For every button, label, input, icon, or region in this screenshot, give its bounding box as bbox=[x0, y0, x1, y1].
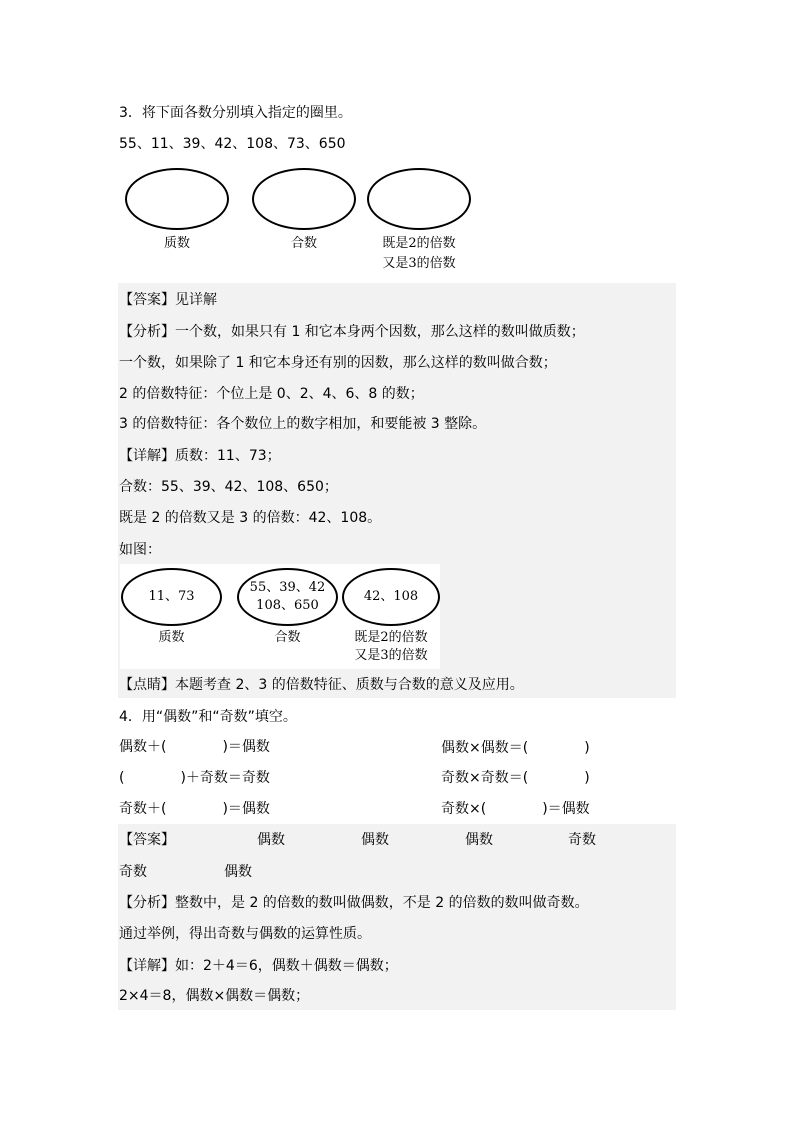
q4-analysis-1: 【分析】整数中，是 2 的倍数的数叫做偶数，不是 2 的倍数的数叫做奇数。 bbox=[119, 895, 589, 911]
filled-prime-values: 11、73 bbox=[148, 589, 195, 604]
q4-answer-label: 【答案】 bbox=[119, 832, 175, 848]
both-label-line2: 又是3的倍数 bbox=[382, 256, 456, 271]
q4-row2-right: 奇数×奇数＝( ) bbox=[441, 770, 590, 786]
q4-row1-right: 偶数×偶数＝( ) bbox=[441, 740, 590, 756]
prime-label: 质数 bbox=[163, 236, 190, 251]
q3-analysis-3: 2 的倍数特征：个位上是 0、2、4、6、8 的数； bbox=[119, 386, 424, 402]
q3-detail-2: 合数：55、39、42、108、650； bbox=[119, 479, 338, 495]
q4-row3-right: 奇数×( )＝偶数 bbox=[441, 801, 590, 817]
q3-numbers: 55、11、39、42、108、73、650 bbox=[119, 136, 346, 152]
q3-analysis-1: 【分析】一个数，如果只有 1 和它本身两个因数，那么这样的数叫做质数； bbox=[119, 324, 585, 340]
q4-answer-4: 奇数 bbox=[568, 832, 596, 848]
q4-answer-5: 奇数 bbox=[119, 864, 147, 880]
filled-composite-values-1: 55、39、42 bbox=[249, 580, 326, 595]
q4-analysis-2: 通过举例，得出奇数与偶数的运算性质。 bbox=[119, 926, 371, 942]
q3-analysis-4: 3 的倍数特征：各个数位上的数字相加，和要能被 3 整除。 bbox=[119, 416, 487, 432]
q4-title: 4．用“偶数”和“奇数”填空。 bbox=[119, 709, 297, 725]
composite-label: 合数 bbox=[290, 236, 317, 251]
both-multiples-circle bbox=[367, 168, 471, 230]
filled-composite-values-2: 108、650 bbox=[256, 598, 319, 613]
q4-row1-left: 偶数＋( )＝偶数 bbox=[119, 739, 270, 755]
filled-both-label-1: 既是2的倍数 bbox=[354, 630, 428, 645]
q4-answer-6: 偶数 bbox=[224, 864, 252, 880]
filled-both-values: 42、108 bbox=[363, 589, 419, 604]
composite-circle bbox=[252, 168, 356, 230]
q4-answer-3: 偶数 bbox=[465, 832, 493, 848]
q4-answer-panel bbox=[118, 824, 676, 1010]
filled-both-label-2: 又是3的倍数 bbox=[354, 648, 428, 663]
filled-composite-label: 合数 bbox=[274, 630, 301, 645]
q3-detail-3: 既是 2 的倍数又是 3 的倍数：42、108。 bbox=[119, 510, 382, 526]
q4-detail-1: 【详解】如：2＋4＝6，偶数＋偶数＝偶数； bbox=[119, 958, 398, 974]
both-label-line1: 既是2的倍数 bbox=[382, 236, 456, 251]
q4-answer-1: 偶数 bbox=[257, 832, 285, 848]
q4-detail-2: 2×4＝8，偶数×偶数＝偶数； bbox=[119, 988, 310, 1004]
q3-highlight: 【点睛】本题考查 2、3 的倍数特征、质数与合数的意义及应用。 bbox=[119, 677, 524, 693]
q4-row3-left: 奇数＋( )＝偶数 bbox=[119, 801, 270, 817]
q4-row2-left: ( )＋奇数＝奇数 bbox=[119, 770, 270, 786]
q3-title: 3．将下面各数分别填入指定的圈里。 bbox=[119, 105, 352, 121]
filled-prime-label: 质数 bbox=[158, 630, 185, 645]
prime-circle bbox=[125, 168, 229, 230]
q4-answer-2: 偶数 bbox=[361, 832, 389, 848]
q3-answer: 【答案】见详解 bbox=[119, 292, 217, 308]
q3-detail-4: 如图： bbox=[119, 542, 161, 558]
q3-analysis-2: 一个数，如果除了 1 和它本身还有别的因数，那么这样的数叫做合数； bbox=[119, 355, 557, 371]
q3-detail-1: 【详解】质数：11、73； bbox=[119, 448, 281, 464]
